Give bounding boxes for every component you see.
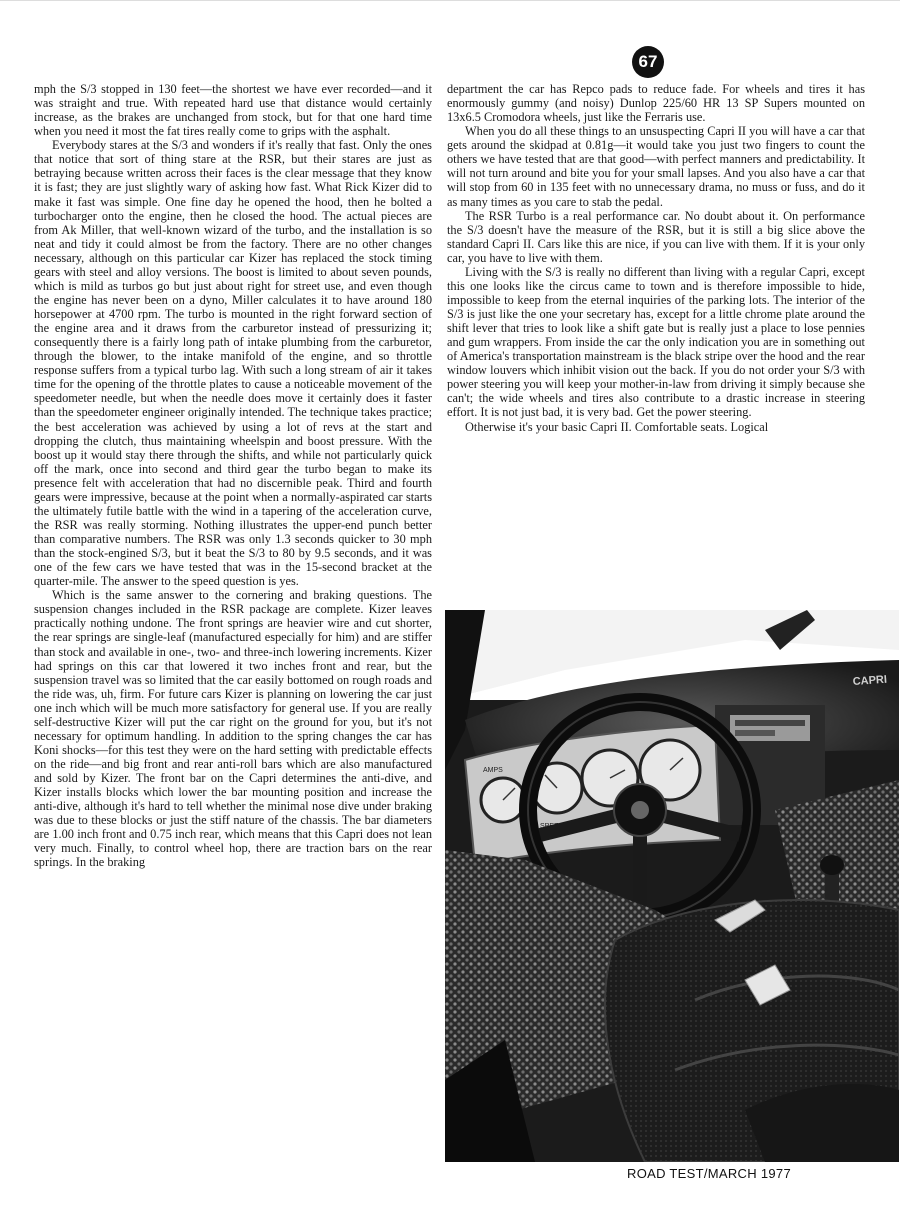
article-column-left xyxy=(34,82,432,870)
article-paragraph: The RSR Turbo is a real performance car. No doubt about it. On performance the S/3 doesn't have the measure of the RSR, but it is still a big slice above the standard Capri II. Cars like this are nice, if you can live with them. If it is your only car, you have to live with them. xyxy=(447,208,865,265)
page-top-rule xyxy=(0,0,900,1)
article-paragraph: mph the S/3 stopped in 130 feet—the shortest we have ever recorded—and it was straight and true. With repeated hard use that distance would certainly increase, as the brakes are unchanged from stock, but for that one hard time when you need it most the fat tires really come to grips with the asphalt. xyxy=(34,82,432,139)
gauge-label-speedo: SPEEDO xyxy=(540,823,570,830)
article-paragraph: When you do all these things to an unsuspecting Capri II you will have a car that gets around the skidpad at 0.81g—it would take you just two fingers to count the others we have tested that are that good—with perfect manners and predictability. It will not turn around and bite you for your small lapses. And you also have a car that will stop from 60 in 135 feet with no unnecessary drama, no muss or fuss, and do it as many times as you care to stab the pedal. xyxy=(447,124,865,209)
page-number-badge xyxy=(632,46,664,78)
article-paragraph: Everybody stares at the S/3 and wonders if it's really that fast. Only the ones that notice that sort of thing stare at the RSR, but their stares are just as betraying because written across their faces is the clear message that they know it is fast; they are just slightly wary of asking how fast. What Rick Kizer did to make it fast was simple. One fine day he opened the hood, then he bolted a turbocharger onto the engine, then he closed the hood. The actual pieces are from Ak Miller, that well-known wizard of the turbo, and the installation is so neat and tidy it could almost be from the factory. There are no other changes necessary, although on this particular car Kizer has replaced the stock timing gears with steel and alloy versions. The boost is limited to about seven pounds, which is mild as turbos go but just about right for street use, and even though the engine has never been on a dyno, Miller calculates it to have around 180 horsepower at 4700 rpm. The turbo is mounted in the right forward section of the engine area and it draws from the carburetor instead of pressurizing it; consequently there is a fairly long path of intake plumbing from the carburetor, through the blower, to the intake manifold of the engine, and so throttle response suffers from a typical turbo lag. With such a long stream of air it takes time for the opening of the throttle plates to cause a noticeable movement of the speedometer needle, but when the needle does move it certainly does it faster than the speedometer engineer originally intended. The technique takes practice; the best acceleration was achieved by using a lot of revs at the start and dropping the clutch, thus maintaining wheelspin and boost pressure. With the boost up it would stay there through the shifts, and while not particularly quick off the mark, once into second and third gear the turbo began to make its presence felt with acceleration that had no discernible peak. Third and fourth gears were impressive, because at the point when a normally-aspirated car starts the ultimately futile battle with the wind in a tapering of the acceleration curve, the RSR was really storming. Nothing illustrates the upper-end punch better than comparative numbers. The RSR was only 1.3 seconds quicker to 30 mph than the stock-engined S/3, but it beat the S/3 to 80 by 9.5 seconds, and it was one of the few cars we have tested that was in the 15-second bracket at the quarter-mile. The answer to the speed question is yes. xyxy=(34,138,432,589)
article-paragraph: Otherwise it's your basic Capri II. Comfortable seats. Logical xyxy=(465,419,769,434)
article-column-right xyxy=(447,82,865,434)
dash-badge-text: CAPRI xyxy=(852,673,888,688)
article-paragraph: Which is the same answer to the cornering and braking questions. The suspension changes included in the RSR package are complete. Kizer leaves practically nothing undone. The front springs are heavier wire and cut shorter, the rear springs are single-leaf (manufactured especially for him) and are stiffer than stock and available in one-, two- and three-inch lowering increments. Kizer had springs on this car that lowered it two inches front and rear, but the suspension travel was so limited that the car easily bottomed on rough roads and the ride was, uh, firm. For future cars Kizer is planning on lowering the car just one inch which will be much more satisfactory for general use. If you are really self-destructive Kizer will put the car right on the ground for you, but it's not necessary for optimum handling. In addition to the spring changes the car has Koni shocks—for this test they were on the hard setting with predictable effects on the ride—and big front and rear anti-roll bars which are also manufactured and sold by Kizer. The front bar on the Capri determines the anti-dive, and Kizer installs blocks which lower the bar mounting position and increase the anti-dive, although it's hard to tell whether the minimal nose dive under braking was due to these blocks or just the stiff nature of the chassis. The bar diameters are 1.00 inch front and 0.75 inch rear, which means that this Capri does not lean very much. Finally, to control wheel hop, there are traction bars on the rear springs. In the braking xyxy=(34,588,432,870)
gauge-label-amps: AMPS xyxy=(483,767,503,774)
page-footer: ROAD TEST/MARCH 1977 xyxy=(627,1166,791,1181)
article-paragraph: Living with the S/3 is really no different than living with a regular Capri, except this one looks like the circus came to town and is therefore impossible to hide, impossible to keep from the eternal inquiries of the parking lots. The interior of the S/3 is just like the one your secretary has, except for a little chrome plate around the shift lever that tries to look like a shift gate but is really just a place to lose pennies and gum wrappers. From inside the car the only indication you are in something out of America's transportation mainstream is the black stripe over the hood and the rear window louvers which inhibit vision out the back. If you do not order your S/3 with power steering you will keep your mother-in-law from driving it simply because she can't; the wide wheels and tires also contribute to a drastic increase in steering effort. It is not just bad, it is very bad. Get the power steering. xyxy=(447,264,865,420)
page-number: 67 xyxy=(638,52,658,71)
car-interior-photo xyxy=(445,610,899,1162)
article-paragraph: department the car has Repco pads to reduce fade. For wheels and tires it has enormously gummy (and noisy) Dunlop 225/60 HR 13 SP Supers mounted on 13x6.5 Cromodora wheels, just like the Ferraris use. xyxy=(447,82,865,125)
car-interior-illustration xyxy=(445,610,899,1162)
